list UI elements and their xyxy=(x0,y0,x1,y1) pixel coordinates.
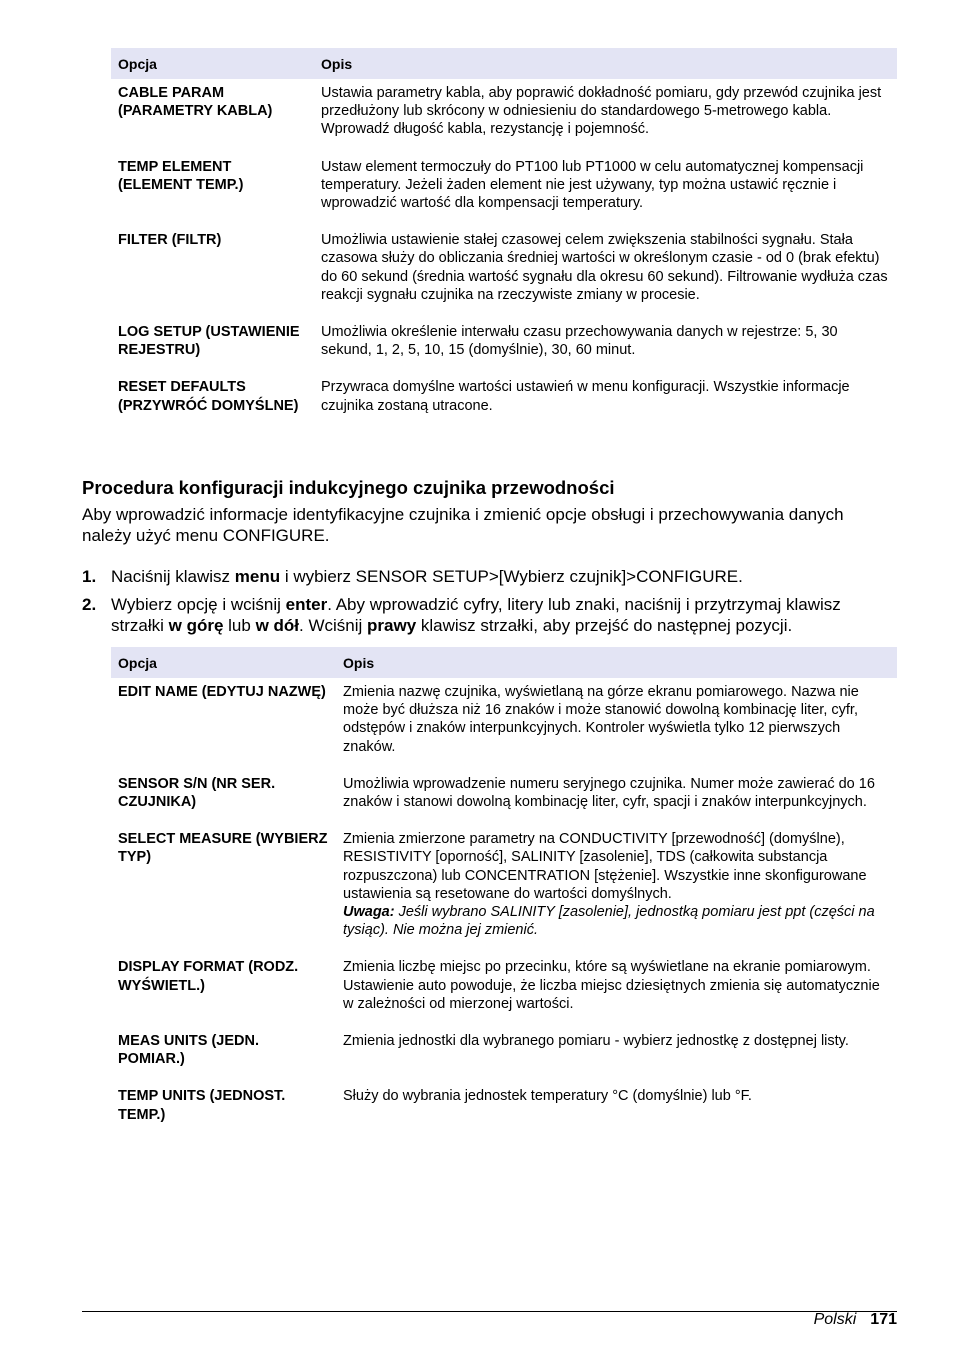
table-row xyxy=(111,770,897,825)
option-description: Zmienia zmierzone parametry na CONDUCTIVITY [przewodność] (domyślne), RESISTIVITY [oporność], SALINITY [zasolenie], TDS (całkowita substancja rozpuszczona) lub CONCENTRATION [stężenie]. Wszystkie inne skonfigurowane ustawienia są resetowane do wartości domyślnych. xyxy=(343,831,867,902)
key-up: w górę xyxy=(168,616,224,635)
step-text: Naciśnij klawisz xyxy=(111,567,235,586)
section-heading: Procedura konfiguracji indukcyjnego czujnika przewodności xyxy=(82,477,615,498)
table-row xyxy=(111,318,897,373)
note-text: Jeśli wybrano SALINITY [zasolenie], jednostką pomiaru jest ppt (części na tysiąc). Nie można jej zmienić. xyxy=(343,904,875,939)
option-name: EDIT NAME (EDYTUJ NAZWĘ) xyxy=(118,684,326,700)
header-description: Opis xyxy=(314,48,897,79)
key-down: w dół xyxy=(255,616,300,635)
option-name: TEMP UNITS (JEDNOST. TEMP.) xyxy=(118,1088,286,1123)
option-description: Umożliwia ustawienie stałej czasowej celem zwiększenia stabilności sygnału. Stała czasowa służy do obliczania średniej wartości w określonym czasie - od 0 (brak efektu) do 60 sekund (średnia wartość sygnału dla okresu 60 sekund). Filtrowanie wydłuża czas reakcji sygnału czujnika na rzeczywiste zmiany w procesie. xyxy=(321,232,888,303)
step-text: lub xyxy=(223,616,256,635)
step-text: . Aby wprowadzić cyfry, litery lub znaki, naciśnij i przytrzymaj klawisz strzałki xyxy=(111,595,841,635)
table-header-row xyxy=(111,48,897,79)
footer-language: Polski xyxy=(813,1311,857,1328)
page-number: 171 xyxy=(870,1311,897,1328)
table-row xyxy=(111,1027,897,1082)
procedure-steps xyxy=(82,566,897,643)
header-option: Opcja xyxy=(111,647,336,678)
step-number: 1. xyxy=(82,567,97,586)
option-name: SENSOR S/N (NR SER. CZUJNIKA) xyxy=(118,775,276,811)
table-row xyxy=(111,953,897,1027)
step-2 xyxy=(82,594,897,636)
footer-divider xyxy=(82,1311,897,1312)
table-row xyxy=(111,153,897,227)
step-1 xyxy=(82,566,897,587)
table-row xyxy=(111,79,897,153)
option-description: Ustaw element termoczuły do PT100 lub PT1000 w celu automatycznej kompensacji temperatury. Jeżeli żaden element nie jest używany, typ można ustawić ręcznie i wprowadzić wartość dla kompensacji temperatury. xyxy=(321,158,864,212)
option-name: LOG SETUP (USTAWIENIE REJESTRU) xyxy=(118,324,300,359)
table-row xyxy=(111,825,897,953)
step-text: klawisz strzałki, aby przejść do następnej pozycji. xyxy=(416,616,793,635)
options-table-1 xyxy=(111,48,897,429)
option-description: Przywraca domyślne wartości ustawień w menu konfiguracji. Wszystkie informacje czujnika zostaną utracone. xyxy=(321,379,850,414)
option-name: RESET DEFAULTS (PRZYWRÓĆ DOMYŚLNE) xyxy=(118,379,299,414)
option-name: MEAS UNITS (JEDN. POMIAR.) xyxy=(118,1033,259,1068)
table-row xyxy=(111,373,897,428)
option-description: Umożliwia określenie interwału czasu przechowywania danych w rejestrze: 5, 30 sekund, 1, 2, 5, 10, 15 (domyślnie), 30, 60 minut. xyxy=(321,324,838,359)
step-text: i wybierz SENSOR SETUP>[Wybierz czujnik]>CONFIGURE. xyxy=(280,567,743,586)
table-row xyxy=(111,1082,897,1137)
note xyxy=(343,904,875,938)
section-intro: Aby wprowadzić informacje identyfikacyjne czujnika i zmienić opcje obsługi i przechowywania danych należy użyć menu CONFIGURE. xyxy=(82,505,844,545)
table-header-row xyxy=(111,647,897,678)
option-name: FILTER (FILTR) xyxy=(118,232,222,249)
options-table-2 xyxy=(111,647,897,1138)
option-name: CABLE PARAM (PARAMETRY KABLA) xyxy=(118,85,273,120)
step-text: . Wciśnij xyxy=(299,616,368,635)
table-row xyxy=(111,678,897,770)
option-description: Służy do wybrania jednostek temperatury °C (domyślnie) lub °F. xyxy=(343,1088,752,1105)
key-menu: menu xyxy=(234,567,281,586)
page-footer xyxy=(814,1311,897,1329)
option-name: TEMP ELEMENT (ELEMENT TEMP.) xyxy=(118,158,244,193)
option-description-cell xyxy=(336,825,897,953)
header-option: Opcja xyxy=(111,48,314,79)
note-label: Uwaga: xyxy=(343,904,395,921)
option-description: Zmienia nazwę czujnika, wyświetlaną na górze ekranu pomiarowego. Nazwa nie może być dłuższa niż 16 znaków i może stanowić dowolną kombinację liter, cyfr, odstępów i znaków interpunkcyjnych. Kontroler wyświetla tylko 12 pierwszych znaków. xyxy=(343,684,859,755)
option-description: Zmienia jednostki dla wybranego pomiaru - wybierz jednostkę z dostępnej listy. xyxy=(343,1033,849,1050)
option-description: Umożliwia wprowadzenie numeru seryjnego czujnika. Numer może zawierać do 16 znaków i stanowi dowolną kombinację liter, cyfr, spacji i znaków interpunkcyjnych. xyxy=(343,775,875,811)
step-number: 2. xyxy=(82,595,97,614)
option-description: Zmienia liczbę miejsc po przecinku, które są wyświetlane na ekranie pomiarowym. Ustawienie auto powoduje, że liczba miejsc dziesiętnych zmienia się automatycznie w zależności od mierzonej wartości. xyxy=(343,959,880,1012)
step-text: Wybierz opcję i wciśnij xyxy=(111,595,286,614)
option-name: SELECT MEASURE (WYBIERZ TYP) xyxy=(118,831,328,866)
key-enter: enter xyxy=(285,595,328,614)
key-right: prawy xyxy=(367,616,417,635)
header-description: Opis xyxy=(336,647,897,678)
table-row xyxy=(111,226,897,318)
option-name: DISPLAY FORMAT (RODZ. WYŚWIETL.) xyxy=(118,959,299,994)
option-description: Ustawia parametry kabla, aby poprawić dokładność pomiaru, gdy przewód czujnika jest przedłużony lub skrócony w odniesieniu do standardowego 5-metrowego kabla. Wprowadź długość kabla, rezystancję i pojemność. xyxy=(321,85,882,138)
